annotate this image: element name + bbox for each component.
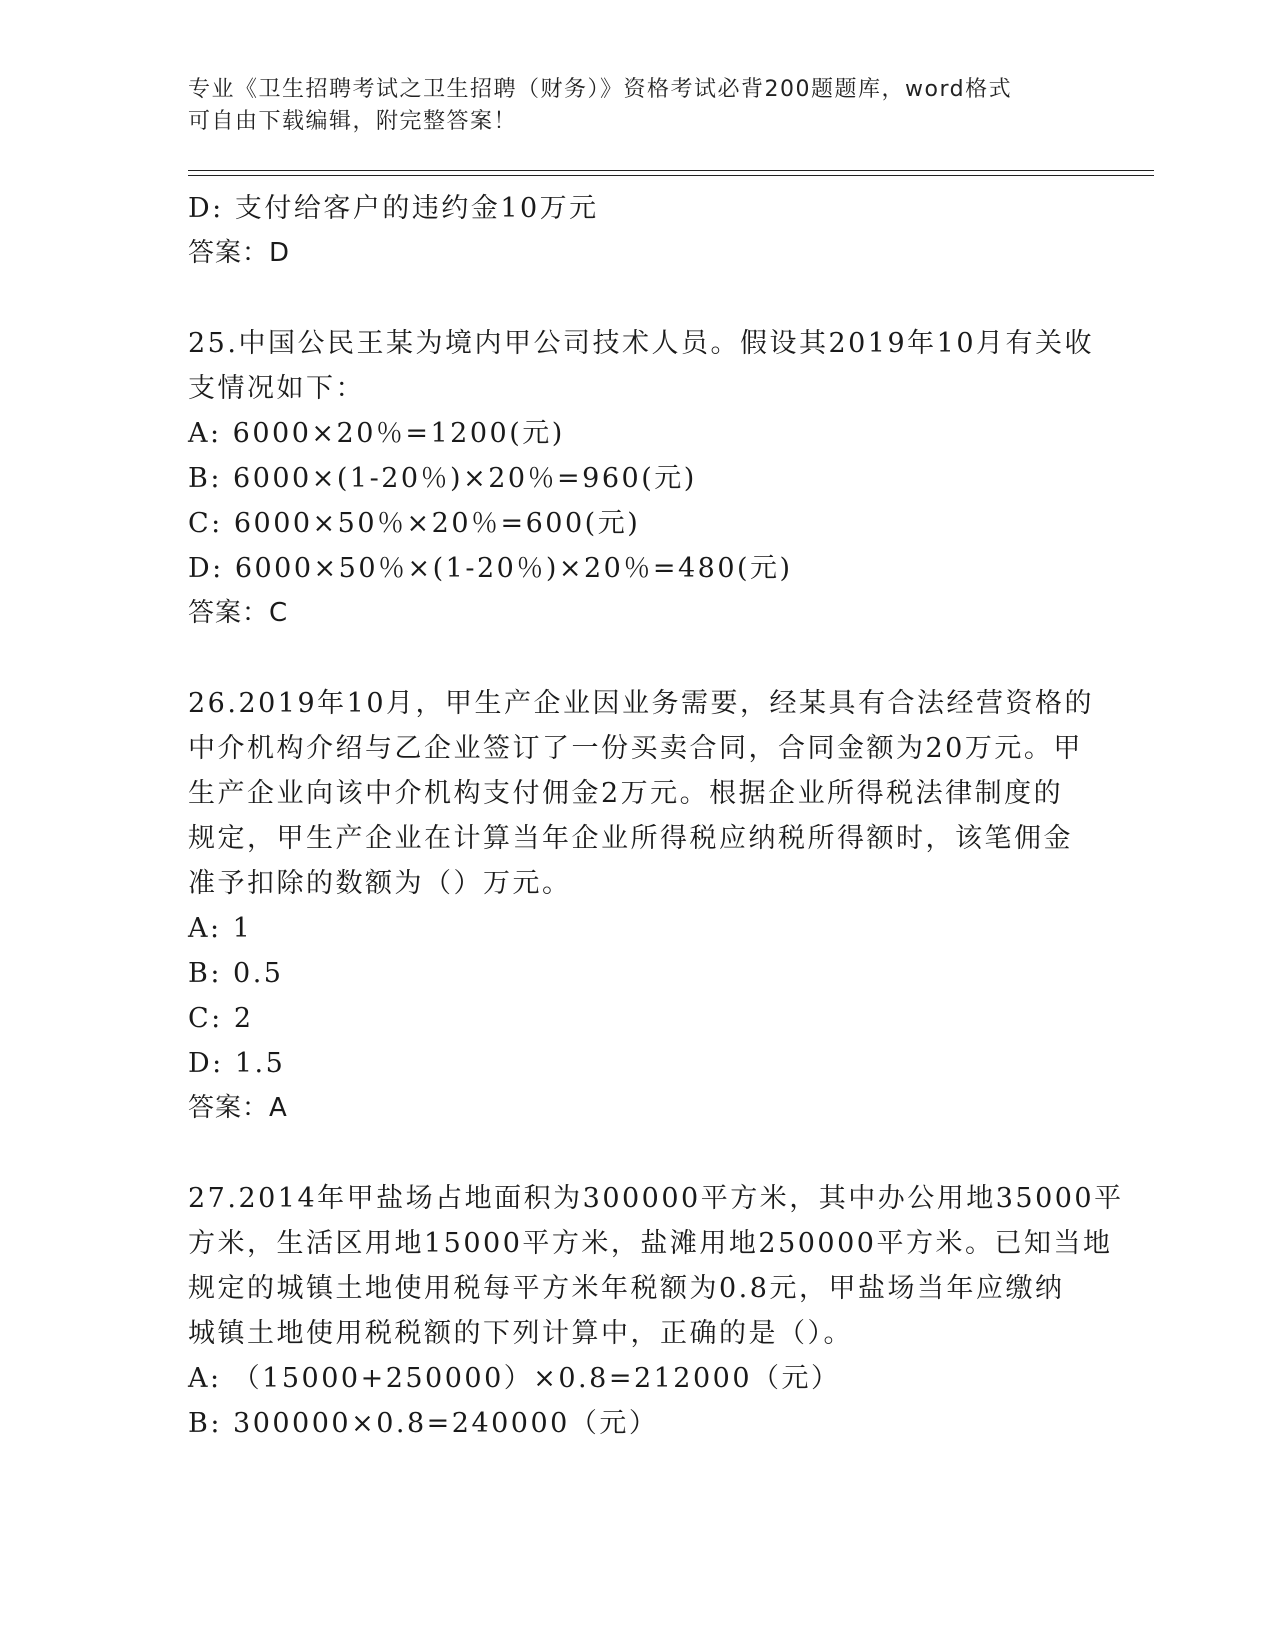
option-d: D: 1.5 <box>188 1048 286 1079</box>
question-line: 城镇土地使用税税额的下列计算中，正确的是（）。 <box>188 1318 853 1349</box>
question-26 <box>188 681 1095 1131</box>
question-line: 25.中国公民王某为境内甲公司技术人员。假设其2019年10月有关收 <box>188 328 1095 359</box>
option-b: B: 0.5 <box>188 958 284 989</box>
question-line: 26.2019年10月，甲生产企业因业务需要，经某具有合法经营资格的 <box>188 688 1095 719</box>
question-line: 方米，生活区用地15000平方米，盐滩用地250000平方米。已知当地 <box>188 1228 1113 1259</box>
header-divider-bottom <box>188 175 1154 176</box>
option-a: A: 6000×20％=1200(元) <box>188 418 565 449</box>
header-divider-top <box>188 170 1154 171</box>
question-line: 中介机构介绍与乙企业签订了一份买卖合同，合同金额为20万元。甲 <box>188 733 1083 764</box>
document-header <box>188 74 1068 138</box>
answer-line: 答案：D <box>188 238 291 268</box>
question-line: 支情况如下： <box>188 373 365 404</box>
option-b: B: 300000×0.8=240000（元） <box>188 1408 659 1439</box>
document-body <box>188 186 1124 1446</box>
question-line: 27.2014年甲盐场占地面积为300000平方米，其中办公用地35000平 <box>188 1183 1124 1214</box>
option-a: A: 1 <box>188 913 253 944</box>
option-d: D: 支付给客户的违约金10万元 <box>188 193 599 224</box>
question-27 <box>188 1176 1124 1446</box>
question-line: 规定，甲生产企业在计算当年企业所得税应纳税所得额时，该笔佣金 <box>188 823 1073 854</box>
answer-line: 答案：C <box>188 598 289 628</box>
option-c: C: 2 <box>188 1003 254 1034</box>
option-c: C: 6000×50％×20％=600(元) <box>188 508 641 539</box>
header-title-line-2: 可自由下载编辑，附完整答案！ <box>188 109 518 134</box>
previous-question-tail <box>188 186 1088 276</box>
question-line: 生产企业向该中介机构支付佣金2万元。根据企业所得税法律制度的 <box>188 778 1064 809</box>
question-25 <box>188 321 1095 636</box>
option-d: D: 6000×50％×(1-20％)×20％=480(元) <box>188 553 793 584</box>
question-text <box>188 1176 1124 1356</box>
question-line: 准予扣除的数额为（）万元。 <box>188 868 572 899</box>
question-text <box>188 681 1095 906</box>
answer-line: 答案：A <box>188 1093 288 1123</box>
header-title-line-1: 专业《卫生招聘考试之卫生招聘（财务）》资格考试必背200题题库，word格式 <box>188 77 1013 102</box>
question-line: 规定的城镇土地使用税每平方米年税额为0.8元，甲盐场当年应缴纳 <box>188 1273 1065 1304</box>
option-a: A: （15000+250000）×0.8=212000（元） <box>188 1363 841 1394</box>
option-b: B: 6000×(1-20％)×20％=960(元) <box>188 463 697 494</box>
question-text <box>188 321 1095 411</box>
